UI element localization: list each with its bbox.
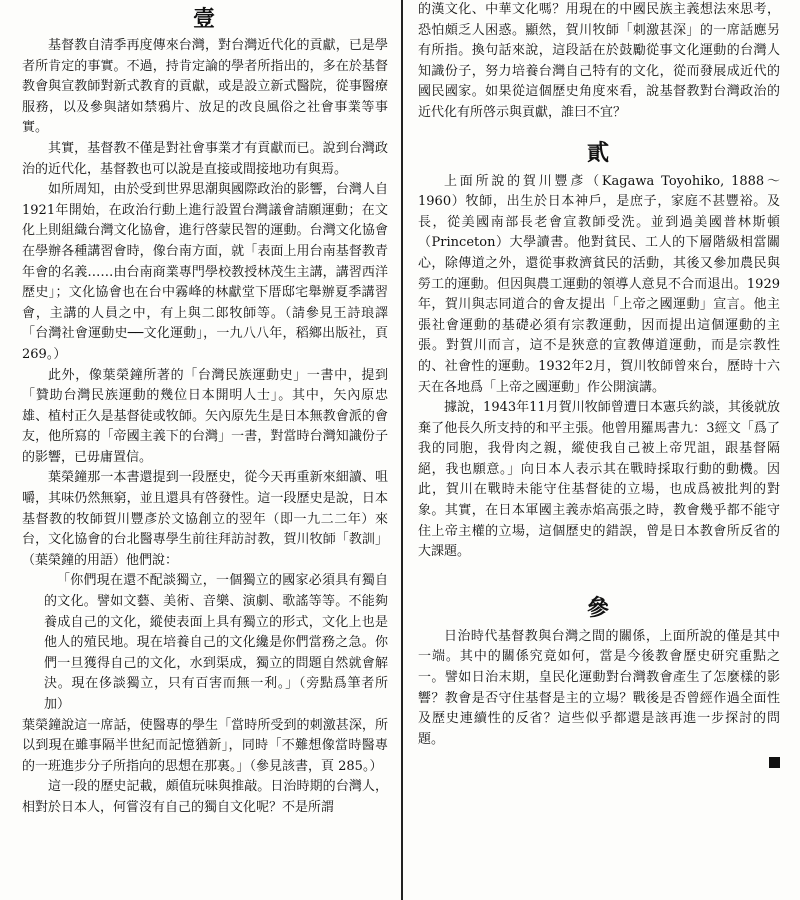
paragraph: 葉榮鐘說這一席話，使醫專的學生「當時所受到的刺激甚深，所以到現在雖事隔半世紀而記憶猶新」，同時「不難想像當時醫專的一班進步分子所指向的思想在那裏。」（參見該書，頁 285。） (22, 717, 388, 774)
kagawa-quote: 「你們現在還不配談獨立，一個獨立的國家必須具有獨自的文化。譬如文藝、美術、音樂、演劇、歌謠等等。不能夠養成自己的文化，縱使表面上具有獨立的形式，文化上也是他人的殖民地。現在培養自己的文化纔是你們當務之急。你們一旦獲得自己的文化，水到渠成，獨立的問題自然就會解決。現在侈談獨立，只有百害而無一利。」（旁點爲筆者所加） (44, 573, 388, 712)
paragraph: 基督教自清季再度傳來台灣，對台灣近代化的貢獻，已是學者所肯定的事實。不過，持肯定論的學者所指出的，多在於基督教會與宣教師對新式教育的貢獻，或是設立新式醫院，從事醫療服務，以及參與諸如禁鴉片、放足的改良風俗之社會事業等事實。 (22, 38, 388, 136)
column-divider (401, 0, 403, 900)
paragraph: 葉榮鐘那一本書還提到一段歷史，從今天再重新來細讀、咀嚼，其味仍然無窮，並且還具有啓發性。這一段歷史是說，日本基督教的牧師賀川豐彥於文協創立的翌年（即一九二二年）來台，文化協會的台北醫專學生前往拜訪討教，賀川牧師「教訓」（葉榮鐘的用語）他們說： (22, 470, 388, 568)
section-heading-two: 貳 (586, 139, 611, 166)
section-heading-one: 壹 (192, 6, 217, 32)
paragraph: 此外，像葉榮鐘所著的「台灣民族運動史」一書中，提到「贊助台灣民族運動的幾位日本開明人士」。其中，矢內原忠雄、植村正久是基督徒或牧師。矢內原先生是日本無教會派的會友，他所寫的「帝國主義下的台灣」一書，對當時台灣知識份子的影響，已毋庸置信。 (22, 367, 388, 465)
section-heading-three: 參 (586, 594, 611, 621)
paragraph: 據說，1943年11月賀川牧師曾遭日本憲兵約談，其後就放棄了他長久所支持的和平主張。他曾用羅馬書九：3經文「爲了我的同胞，我骨肉之親，縱使我自己被上帝咒詛，跟基督隔絕，我也願意。」向日本人表示其在戰時採取行動的動機。因此，賀川在戰時未能守住基督徒的立場，也成爲被批判的對象。其實，在日本軍國主義赤焰高張之時，教會幾乎都不能守住上帝主權的立場，這個歷史的錯誤，曾是日本教會所反省的大課題。 (418, 400, 780, 560)
paragraph: 日治時代基督教與台灣之間的關係，上面所說的僅是其中一端。其中的關係究竟如何，當是今後教會歷史研究重點之一。譬如日治末期，皇民化運動對台灣教會產生了怎麼樣的影響？教會是否守住基督是主的立場？戰後是否曾經作過全面性及歷史連續性的反省？這些似乎都還是該再進一步探討的問題。 (418, 628, 780, 747)
paragraph: 如所周知，由於受到世界思潮與國際政治的影響，台灣人自1921年開始，在政治行動上進行設置台灣議會請願運動；在文化上則組織台灣文化協會，進行啓蒙民智的運動。台灣文化協會在學辦各種講習會時，像台南方面，就「表面上用台南基督教青年會的名義……由台南商業專門學校教授林茂生主講，講習西洋歷史」；文化協會也在台中霧峰的林獻堂下厝邸宅舉辦夏季講習會，主講的人員之中，有上與二郎牧師等。（請參見王詩琅譯「台灣社會運動史──文化運動」，一九八八年，稻鄉出版社，頁 269。） (22, 182, 388, 362)
paragraph: 上面所說的賀川豐彥（Kagawa Toyohiko, 1888～1960）牧師，出生於日本神戶，是庶子，家庭不甚豐裕。及長，從美國南部長老會宣教師受洗。並到過美國普林斯頓（Princeton）大學讀書。他對貧民、工人的下層階級相當關心，除傳道之外，還從事救濟貧民的活動，其後又參加農民與勞工的運動。但因與農工運動的領導人意見不合而退出。1929年，賀川與志同道合的會友提出「上帝之國運動」宣言。他主張社會運動的基礎必須有宗教運動，因而提出這個運動的主張。對賀川而言，這不是狹意的宣教傳道運動，而是宗教性的、社會性的運動。1932年2月，賀川牧師曾來台，歷時十六天在各地爲「上帝之國運動」作公開演講。 (418, 173, 780, 395)
end-row (418, 752, 780, 771)
paragraph: 這一段的歷史記載，頗值玩味與推敲。日治時期的台灣人，相對於日本人，何嘗沒有自己的獨自文化呢？不是所謂 (22, 779, 388, 815)
paragraph: 其實，基督教不僅是對社會事業才有貢獻而已。說到台灣政治的近代化，基督教也可以說是直接或間接地功有與焉。 (22, 140, 388, 177)
paragraph: 的漢文化、中華文化嗎？用現在的中國民族主義想法來思考，恐怕頗乏人困惑。顯然，賀川牧師「刺激甚深」的一席話應另有所指。換句話來說，這段話在於鼓勵從事文化運動的台灣人知識份子，努力培養台灣自己特有的文化，從而發展成近代的國民國家。如果從這個歷史角度來看，說基督教對台灣政治的近代化有所啓示與貢獻，誰曰不宜？ (418, 2, 780, 120)
right-column (418, 0, 780, 900)
end-of-article-square-icon (769, 757, 780, 768)
left-column (22, 0, 388, 900)
